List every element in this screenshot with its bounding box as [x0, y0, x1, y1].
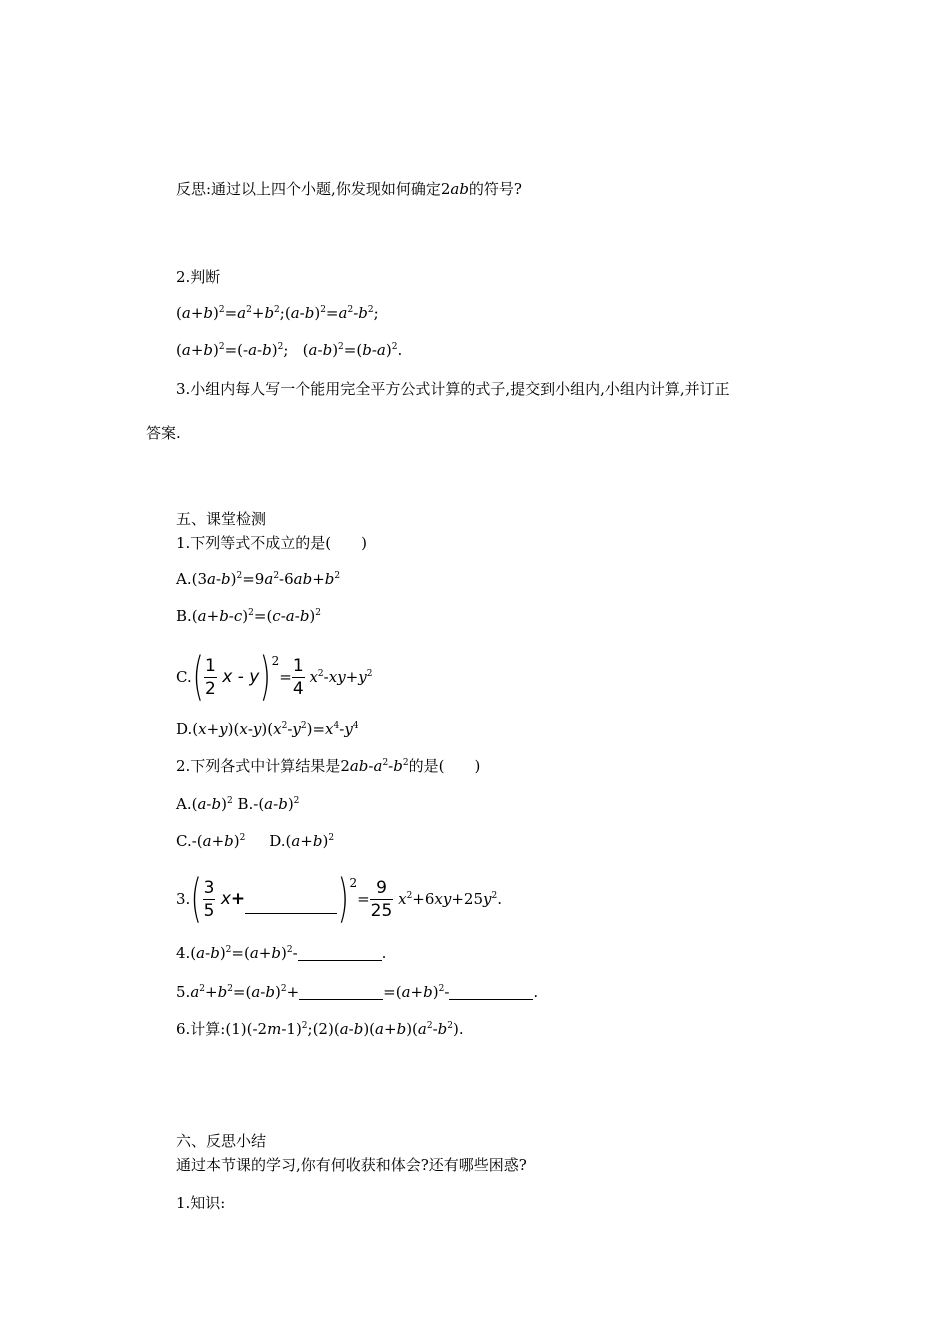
q5-blank-1[interactable]: [299, 985, 383, 1000]
q4-line: $4.(a-b)^2=(a+b)^2-$ .: [176, 944, 387, 962]
section-6-prompt: 通过本节课的学习,你有何收获和体会?还有哪些困惑?: [176, 1156, 527, 1174]
group-task-line-1: 3.小组内每人写一个能用完全平方公式计算的式子,提交到小组内,小组内计算,并订正: [176, 380, 730, 398]
judge-formula-2: $(a+b)^2=(-a-b)^2$; $(a-b)^2=(b-a)^2$.: [176, 341, 403, 359]
section-6-item-1: 1.知识:: [176, 1194, 226, 1212]
reflection-question: 反思:通过以上四个小题,你发现如何确定2ab的符号?: [176, 180, 522, 198]
fraction-one-quarter: $\frac{1}{4}$: [292, 655, 304, 699]
q4-blank[interactable]: [298, 946, 382, 961]
q1-option-b: $B.(a+b-c)^2=(c-a-b)^2$: [176, 607, 322, 625]
fraction-three-fifths: $\frac{3}{5}$: [203, 877, 215, 921]
q3-line: 3.( $\frac{3}{5}$ x+ )$^2$= $\frac{9}{25}$ $x^2+6xy+25y^2$.: [176, 869, 503, 929]
q2-stem: 2.下列各式中计算结果是$2ab-a^2-b^2$的是( ): [176, 757, 481, 775]
fraction-one-half: $\frac{1}{2}$: [205, 655, 216, 699]
q1-option-d: $D.(x+y)(x-y)(x^2-y^2)=x^4-y^4$: [176, 720, 359, 738]
judge-heading: 2.判断: [176, 268, 221, 286]
q2-options-cd: $C.-(a+b)^2$ $D.(a+b)^2$: [176, 832, 335, 850]
section-5-title: 五、课堂检测: [176, 510, 267, 528]
fraction-nine-twentyfifths: $\frac{9}{25}$: [370, 877, 393, 921]
judge-formula-1: $(a+b)^2=a^2+b^2;(a-b)^2=a^2-b^2$;: [176, 304, 379, 322]
group-task-line-2: 答案.: [146, 424, 181, 442]
q1-stem: 1.下列等式不成立的是( ): [176, 534, 368, 552]
section-6-title: 六、反思小结: [176, 1132, 267, 1150]
q5-blank-2[interactable]: [449, 985, 533, 1000]
q6-line: 6.计算$:(1)(-2m-1)^2;(2)(a-b)(a+b)(a^2-b^2)$.: [176, 1020, 464, 1038]
q2-options-ab: $A.(a-b)^2$ $B.-(a-b)^2$: [176, 795, 300, 813]
q5-line: $5.a^2+b^2=(a-b)^2+ =(a+b)^2-$ .: [176, 983, 539, 1001]
q3-blank[interactable]: [245, 899, 337, 914]
q1-option-c: C.( $\frac{1}{2}$ x - y)$^2$= $\frac{1}{4}$ $x^2-xy+y^2$: [176, 647, 373, 707]
q1-option-a: $A.(3a-b)^2=9a^2-6ab+b^2$: [176, 570, 341, 588]
